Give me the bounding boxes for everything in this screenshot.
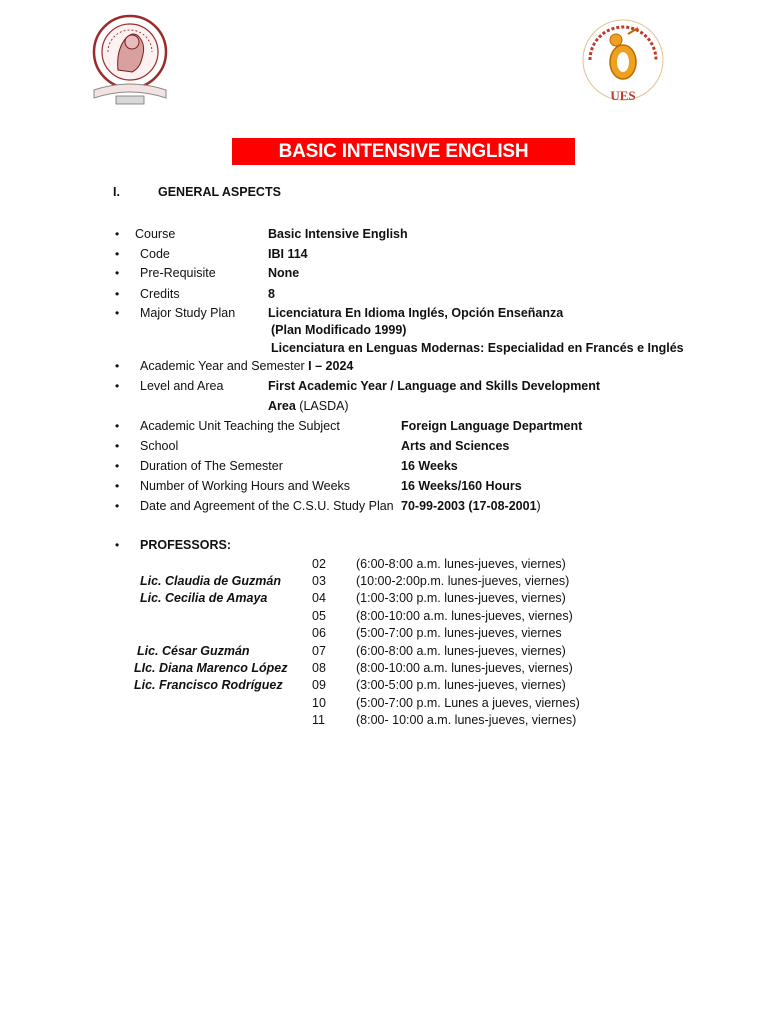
bullet: • xyxy=(115,439,120,453)
date-label: Date and Agreement of the C.S.U. Study Plan xyxy=(140,499,394,513)
plan-label: Major Study Plan xyxy=(140,306,236,320)
plan-value-3: Licenciatura en Lenguas Modernas: Especialidad en Francés e Inglés xyxy=(271,341,684,355)
bullet: • xyxy=(115,287,120,301)
section-number: I. xyxy=(113,185,120,199)
group-number: 05 xyxy=(312,609,326,623)
group-schedule: (6:00-8:00 a.m. lunes-jueves, viernes) xyxy=(356,557,566,571)
bullet: • xyxy=(115,459,120,473)
group-schedule: (8:00- 10:00 a.m. lunes-jueves, viernes) xyxy=(356,713,577,727)
duration-value: 16 Weeks xyxy=(401,459,458,473)
bullet: • xyxy=(115,306,120,320)
hours-label: Number of Working Hours and Weeks xyxy=(140,479,351,493)
bullet: • xyxy=(115,538,120,552)
bullet: • xyxy=(115,419,120,433)
professor-name: Lic. Francisco Rodríguez xyxy=(134,678,283,692)
level-value-2: Area xyxy=(268,399,296,413)
group-number: 03 xyxy=(312,574,326,588)
unit-label: Academic Unit Teaching the Subject xyxy=(140,419,340,433)
group-schedule: (8:00-10:00 a.m. lunes-jueves, viernes) xyxy=(356,661,573,675)
ues-text: UES xyxy=(610,88,636,103)
professor-name: Lic. Claudia de Guzmán xyxy=(140,574,281,588)
group-number: 04 xyxy=(312,591,326,605)
group-schedule: (6:00-8:00 a.m. lunes-jueves, viernes) xyxy=(356,644,566,658)
prereq-label: Pre-Requisite xyxy=(140,266,216,280)
group-schedule: (10:00-2:00p.m. lunes-jueves, viernes) xyxy=(356,574,570,588)
section-heading: GENERAL ASPECTS xyxy=(158,185,281,199)
date-value: 70-99-2003 (17-08-2001 xyxy=(401,499,537,513)
group-number: 08 xyxy=(312,661,326,675)
level-value-1: First Academic Year / Language and Skills Development xyxy=(268,379,601,393)
bullet: • xyxy=(115,227,120,241)
year-value: I – 2024 xyxy=(308,359,354,373)
plan-value-2: (Plan Modificado 1999) xyxy=(271,323,407,337)
school-value: Arts and Sciences xyxy=(401,439,510,453)
date-value-row xyxy=(401,498,541,514)
group-number: 07 xyxy=(312,644,326,658)
code-label: Code xyxy=(140,247,170,261)
level-label: Level and Area xyxy=(140,379,224,393)
bullet: • xyxy=(115,266,120,280)
bullet: • xyxy=(115,247,120,261)
department-foreign-languages-logo xyxy=(578,16,668,108)
professor-name: Lic. César Guzmán xyxy=(137,644,250,658)
group-schedule: (3:00-5:00 p.m. lunes-jueves, viernes) xyxy=(356,678,566,692)
date-value-close: ) xyxy=(536,499,541,513)
duration-label: Duration of The Semester xyxy=(140,459,283,473)
hours-value: 16 Weeks/160 Hours xyxy=(401,479,522,493)
group-number: 02 xyxy=(312,557,326,571)
group-number: 11 xyxy=(312,713,325,727)
university-seal-logo xyxy=(88,12,172,110)
professors-heading: PROFESSORS: xyxy=(140,538,231,552)
group-number: 09 xyxy=(312,678,326,692)
school-label: School xyxy=(140,439,179,453)
course-label: Course xyxy=(135,227,176,241)
unit-value: Foreign Language Department xyxy=(401,419,583,433)
credits-value: 8 xyxy=(268,287,275,301)
professor-name: Lic. Cecilia de Amaya xyxy=(140,591,268,605)
level-value-2-row xyxy=(268,398,349,414)
bullet: • xyxy=(115,379,120,393)
group-schedule: (5:00-7:00 p.m. Lunes a jueves, viernes) xyxy=(356,696,580,710)
bullet: • xyxy=(115,499,120,513)
group-number: 10 xyxy=(312,696,326,710)
credits-label: Credits xyxy=(140,287,180,301)
professor-name: LIc. Diana Marenco López xyxy=(134,661,288,675)
year-label: Academic Year and Semester xyxy=(140,359,305,373)
bullet: • xyxy=(115,479,120,493)
bullet: • xyxy=(115,359,120,373)
year-row xyxy=(140,358,353,374)
group-schedule: (8:00-10:00 a.m. lunes-jueves, viernes) xyxy=(356,609,573,623)
page-title: BASIC INTENSIVE ENGLISH SYLLABUS xyxy=(232,138,575,165)
course-value: Basic Intensive English xyxy=(268,227,408,241)
group-schedule: (5:00-7:00 p.m. lunes-jueves, viernes xyxy=(356,626,562,640)
plan-value-1: Licenciatura En Idioma Inglés, Opción Enseñanza xyxy=(268,306,564,320)
level-value-2-rest: (LASDA) xyxy=(299,399,349,413)
group-schedule: (1:00-3:00 p.m. lunes-jueves, viernes) xyxy=(356,591,566,605)
group-number: 06 xyxy=(312,626,326,640)
code-value: IBI 114 xyxy=(268,247,308,261)
prereq-value: None xyxy=(268,266,300,280)
